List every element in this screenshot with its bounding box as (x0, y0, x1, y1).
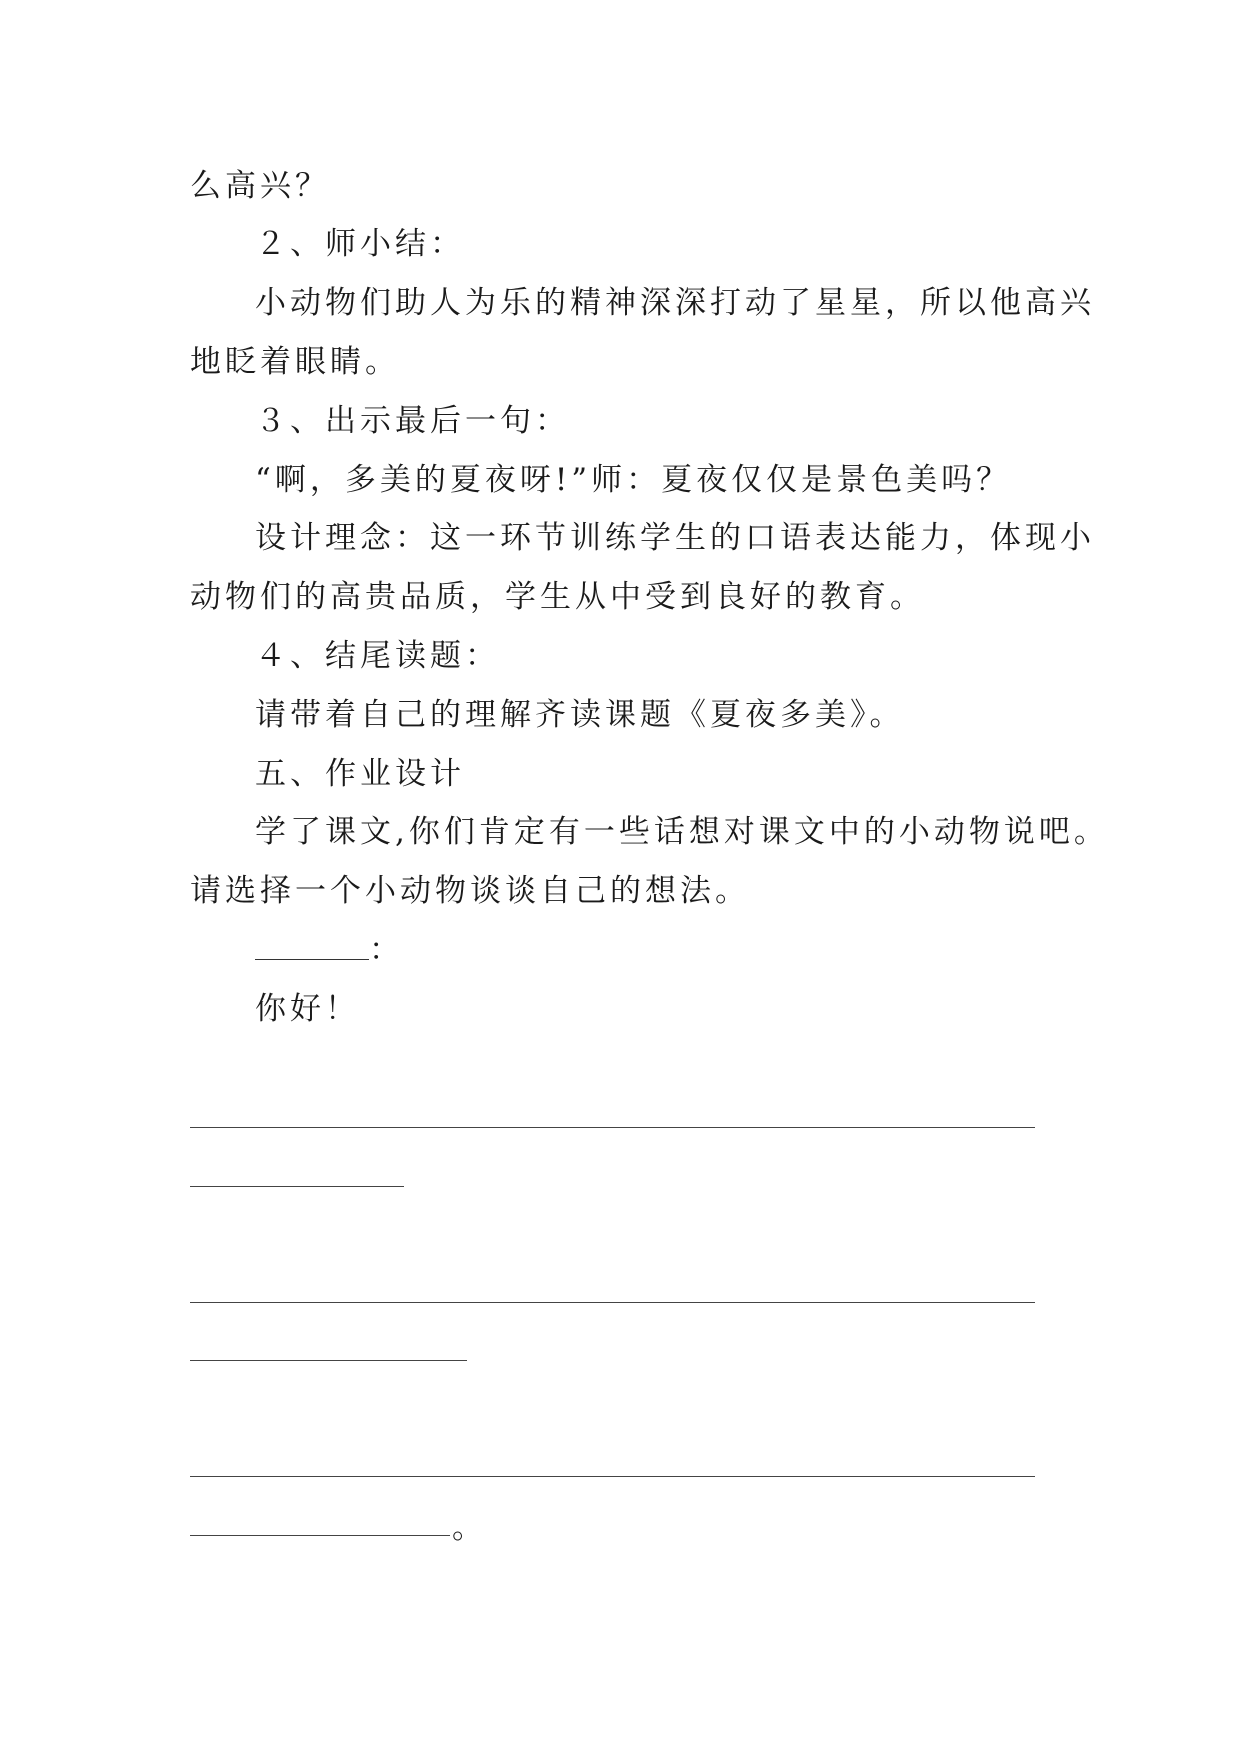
greeting-line: 你好！ (255, 991, 360, 1027)
text-line-8: 动物们的高贵品质，学生从中受到良好的教育。 (190, 579, 925, 615)
text-line-4: 地眨着眼睛。 (190, 344, 400, 380)
text-line-1: 么高兴？ (190, 168, 330, 204)
text-line-3: 小动物们助人为乐的精神深深打动了星星，所以他高兴 (255, 285, 1095, 321)
text-line-11: 五、作业设计 (255, 756, 465, 792)
answer-rule-1b (190, 1186, 404, 1187)
answer-rule-2a (190, 1302, 1035, 1303)
text-line-10: 请带着自己的理解齐读课题《夏夜多美》。 (255, 697, 905, 733)
answer-rule-2b (190, 1360, 467, 1361)
closing-period: 。 (452, 1510, 483, 1546)
salutation-line (255, 930, 404, 970)
text-line-9: ４、结尾读题： (255, 638, 500, 674)
answer-rule-1a (190, 1127, 1035, 1128)
text-line-7: 设计理念：这一环节训练学生的口语表达能力，体现小 (255, 520, 1095, 556)
name-blank (255, 933, 369, 960)
answer-rule-3b (190, 1535, 450, 1536)
text-line-5: ３、出示最后一句： (255, 403, 570, 439)
text-line-13: 请选择一个小动物谈谈自己的想法。 (190, 873, 750, 909)
answer-rule-3a (190, 1476, 1035, 1477)
text-line-6: “啊，多美的夏夜呀!”师：夏夜仅仅是景色美吗？ (255, 462, 1012, 498)
text-line-2: ２、师小结： (255, 226, 465, 262)
salutation-colon: ： (369, 932, 404, 968)
text-line-12: 学了课文,你们肯定有一些话想对课文中的小动物说吧。 (255, 814, 1109, 850)
